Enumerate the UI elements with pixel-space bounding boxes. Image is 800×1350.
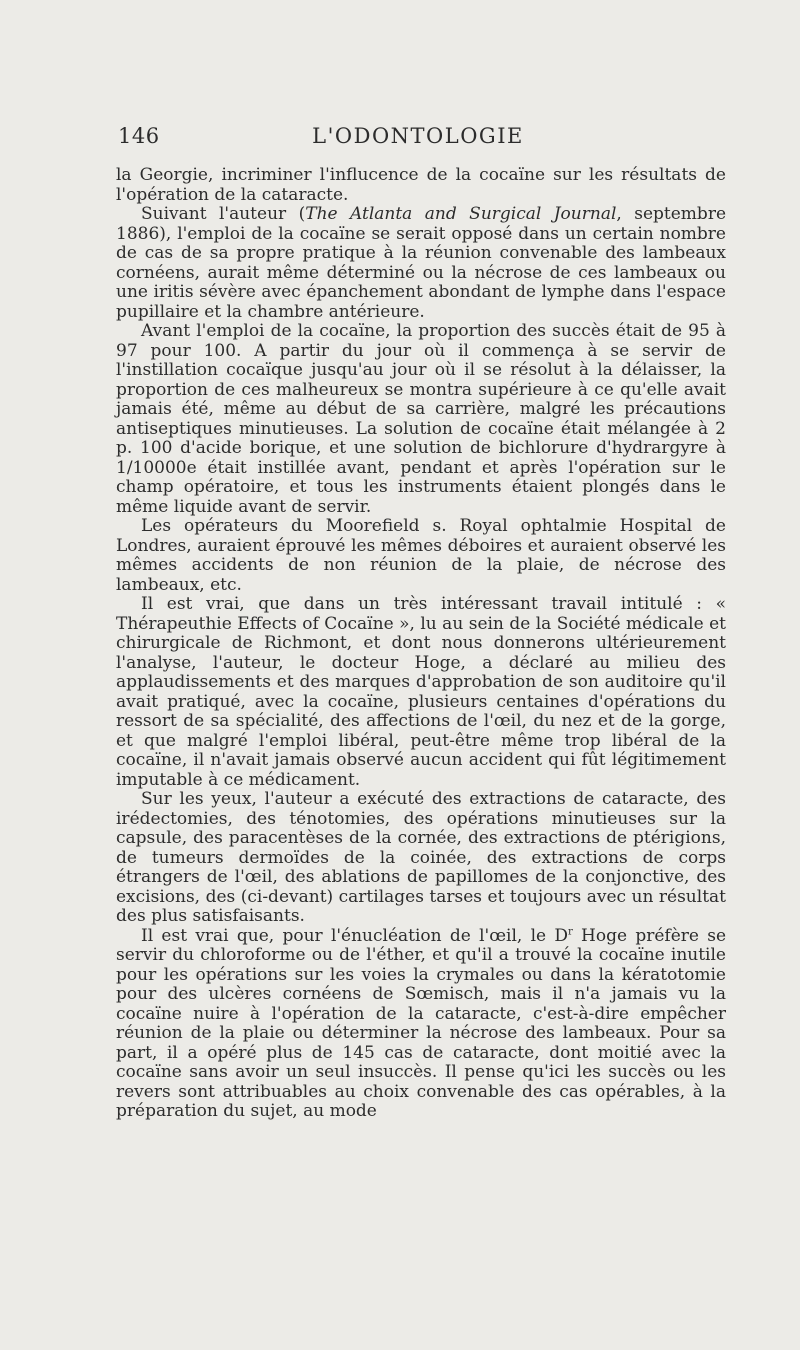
paragraph-7: Il est vrai que, pour l'énucléation de l'œil, le $D^r$ Hoge préfère se servir du chloroforme ou de l'éther, et qu'il a trouvé la cocaïne inutile pour les opérations sur les voies la crymales ou dans la kératotomie pour des ulcères cornéens de Sœmisch, mais il n'a jamais vu la cocaïne nuire à l'opération de la cataracte, c'est-à-dire empêcher réunion de la plaie ou déterminer la nécrose des lambeaux. Pour sa part, il a opéré plus de 145 cas de cataracte, dont moitié avec la cocaïne sans avoir un seul insuccès. Il pense qu'ici les succès ou les revers sont attribuables au choix convenable des cas opérables, à la préparation du sujet, au mode (116, 925, 727, 1121)
paragraph-1: la Georgie, incriminer l'influcence de la cocaïne sur les résultats de l'opération de la cataracte. (116, 165, 726, 205)
paragraph-2: Suivant l'auteur (The Atlanta and Surgical Journal, septembre 1886), l'emploi de la cocaïne se serait opposé dans un certain nombre de cas de sa propre pratique à la réunion convenable des lambeaux cornéens, aurait même déterminé ou la nécrose de ces lambeaux ou une iritis sévère avec épanchement abondant de lymphe dans l'espace pupillaire et la chambre antérieure. (116, 204, 727, 322)
page-number: 146 (118, 124, 160, 148)
body-text (116, 166, 726, 1122)
running-title: L'ODONTOLOGIE (312, 124, 524, 148)
paragraph-4: Les opérateurs du Moorefield s. Royal ophtalmie Hospital de Londres, auraient éprouvé les mêmes déboires et auraient observé les mêmes accidents de non réunion de la plaie, de nécrose des lambeaux, etc. (116, 516, 726, 595)
journal-title: The Atlanta and Surgical Journal (305, 204, 617, 224)
paragraph-5: Il est vrai, que dans un très intéressant travail intitulé : « Thérapeuthie Effects of Cocaïne », lu au sein de la Société médicale et chirurgicale de Richmont, et dont nous donnerons ultérieurement l'analyse, l'auteur, le docteur Hoge, a déclaré au milieu des applaudissements et des marques d'approbation de son auditoire qu'il avait pratiqué, avec la cocaïne, plusieurs centaines d'opérations du ressort de sa spécialité, des affections de l'œil, du nez et de la gorge, et que malgré l'emploi libéral, peut-être même trop libéral de la cocaïne, il n'avait jamais observé aucun accident qui fût légitimement imputable à ce médicament. (116, 594, 726, 790)
page-header (118, 124, 718, 154)
paragraph-3: Avant l'emploi de la cocaïne, la proportion des succès était de 95 à 97 pour 100. A partir du jour où il commença à se servir de l'instillation cocaïque jusqu'au jour où il se résolut à la délaisser, la proportion de ces malheureux se montra supérieure à ce qu'elle avait jamais été, même au début de sa carrière, malgré les précautions antiseptiques minutieuses. La solution de cocaïne était mélangée à 2 p. 100 d'acide borique, et une solution de bichlorure d'hydrargyre à 1/10000e était instillée avant, pendant et après l'opération sur le champ opératoire, et tous les instruments étaient plongés dans le même liquide avant de servir. (116, 321, 726, 517)
paragraph-6: Sur les yeux, l'auteur a exécuté des extractions de cataracte, des irédectomies, des ténotomies, des opérations minutieuses sur la capsule, des paracentèses de la cornée, des extractions de ptérigions, de tumeurs dermoïdes de la coinée, des extractions de corps étrangers de l'œil, des ablations de papillomes de la conjonctive, des excisions, des (ci-devant) cartilages tarses et toujours avec un résultat des plus satisfaisants. (116, 789, 726, 926)
